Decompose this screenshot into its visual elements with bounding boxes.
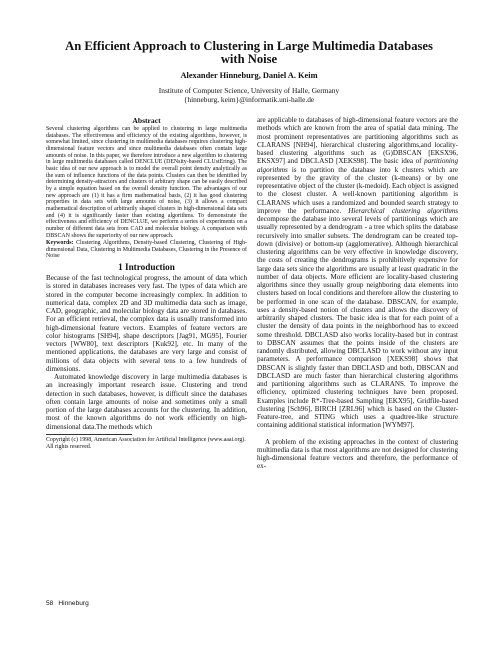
right-paragraph-1-part-b: is to partition the database into k clusters which are represented by the gravity of the cluster (k-means) or by one representative object of the cluster (k-medoid). Each object is assigned to the closest cluster. A well-known partitioning algorithm is CLARANS which uses a randomized and bounded search strategy to improve the performance.: [257, 165, 458, 215]
keywords-label: Keywords:: [46, 240, 74, 247]
abstract-section: [46, 116, 247, 260]
footnote-rule: [46, 434, 132, 435]
abstract-text: Several clustering algorithms can be applied to clustering in large multimedia databases. The effectiveness and efficiency of the existing algorithms, however, is somewhat limited, since clustering in multimedia databases requires clustering high-dimensional feature vectors and since multimedia databases often contain large amounts of noise. In this paper, we therefore introduce a new algorithm to clustering in large multimedia databases called DENCLUE (DENsity-based CLUstEring). The basic idea of our new approach is to model the overall point density analytically as the sum of influence functions of the data points. Clusters can then be identified by determining density-attractors and clusters of arbitrary shape can be easily described by a simple equation based on the overall density function. The advantages of our new approach are (1) it has a firm mathematical basis, (2) it has good clustering properties in data sets with large amounts of noise, (3) it allows a compact mathematical description of arbitrarily shaped clusters in high-dimensional data sets and (4) it is significantly faster than existing algorithms. To demonstrate the effectiveness and efficiency of DENCLUE, we perform a series of experiments on a number of different data sets from CAD and molecular biology. A comparison with DBSCAN shows the superiority of our new approach.: [46, 126, 247, 239]
paper-title: [40, 40, 458, 66]
running-head: Hinneburg: [58, 600, 89, 607]
paper-authors: Alexander Hinneburg, Daniel A. Keim: [180, 71, 318, 80]
right-column-paragraph-2: A problem of the existing approaches in the context of clustering multimedia data is that most algorithms are not designed for clustering high-dimensional feature vectors and therefore, the performance of ex-: [257, 437, 458, 471]
introduction-section: [46, 262, 247, 431]
paper-title-line-2: with Noise: [220, 52, 278, 66]
page-number: 58: [46, 600, 54, 607]
left-column: [46, 116, 247, 451]
affiliation-institute: Institute of Computer Science, University of Halle, Germany: [158, 86, 340, 95]
term-partitioning-algorithms: partitioning algorithms: [257, 157, 458, 174]
affiliation-email: {hinneburg, keim}@informatik.uni-halle.de: [183, 95, 315, 105]
right-paragraph-1-part-a: are applicable to databases of high-dimensional feature vectors are the methods which are known from the area of spatial data mining. The most prominent representatives are partitioning algorithms such as CLARANS [NH94], hierarchical clustering algorithms,and locality-based clustering algorithms such as (G)DBSCAN [EKSX96, EKSX97] and DBCLASD [XEKS98]. The basic idea of: [257, 116, 458, 166]
paper-title-line-1: An Efficient Approach to Clustering in Large Multimedia Databases: [65, 39, 433, 53]
right-column-paragraph-1: [257, 116, 458, 430]
right-paragraph-1-part-c: decompose the database into several levels of partitionings which are usually represented by a dendrogram - a tree which splits the database recursively into smaller subsets. The dendrogram can be created top-down (divisive) or bottom-up (agglomerative). Although hierarchical clustering algorithms can be very effective in knowledge discovery, the costs of creating the dendrograms is prohibitively expensive for large data sets since the algorithms are usually at least quadratic in the number of data objects. More efficient are locality-based clustering algorithms since they usually group neighboring data elements into clusters based on local conditions and therefore allow the clustering to be performed in one scan of the database. DBSCAN, for example, uses a density-based notion of clusters and allows the discovery of arbitrarily shaped clusters. The basic idea is that for each point of a cluster the density of data points in the neighborhood has to exceed some threshold. DBCLASD also works locality-based but in contrast to DBSCAN assumes that the points inside of the clusters are randomly distributed, allowing DBCLASD to work without any input parameters. A performance comparison [XEKS98] shows that DBSCAN is slightly faster than DBCLASD and both, DBSCAN and DBCLASD are much faster than hierarchical clustering algorithms and partitioning algorithms such as CLARANS. To improve the efficiency, optimized clustering techniques have been proposed. Examples include R*-Tree-based Sampling [EKX95], Gridfile-based clustering [Sch96], BIRCH [ZRL96] which is based on the Cluster-Feature-tree, and STING which uses a quadtree-like structure containing additional statistical information [WYM97].: [257, 215, 458, 430]
right-column: [257, 116, 458, 471]
term-hierarchical-clustering: Hierarchical clustering algorithms: [348, 206, 458, 215]
page-footer: [46, 600, 89, 607]
introduction-paragraph-1: Because of the fast technological progress, the amount of data which is stored in databases increases very fast. The types of data which are stored in the computer become increasingly complex. In addition to numerical data, complex 2D and 3D multimedia data such as image, CAD, geographic, and molecular biology data are stored in databases. For an efficient retrieval, the complex data is usually transformed into high-dimensional feature vectors. Examples of feature vectors are color histograms [SH94], shape descriptors [Jag91, MG95], Fourier vectors [WW80], text descriptors [Kuk92], etc. In many of the mentioned applications, the databases are very large and consist of millions of data objects with several tens to a few hundreds of dimensions.: [46, 274, 247, 373]
copyright-footnote: Copyright (c) 1998, American Association for Artificial Intelligence (www.aaai.org). All rights reserved.: [46, 436, 246, 450]
paper-affiliation: [40, 86, 458, 105]
introduction-paragraph-2: Automated knowledge discovery in large multimedia databases is an increasingly important research issue. Clustering and trend detection in such databases, however, is difficult since the databases often contain large amounts of noise and sometimes only a small portion of the large databases accounts for the clustering. In addition, most of the known algorithms do not work efficiently on high-dimensional data.The methods which: [46, 373, 247, 431]
abstract-heading: Abstract: [132, 116, 161, 125]
keywords-paragraph: [46, 240, 247, 260]
keywords-text: Clustering Algorithms, Density-based Clustering, Clustering of High-dimensional Data, Clustering in Multimedia Databases, Clustering in the Presence of Noise: [46, 240, 247, 260]
introduction-heading: 1 Introduction: [118, 262, 175, 273]
